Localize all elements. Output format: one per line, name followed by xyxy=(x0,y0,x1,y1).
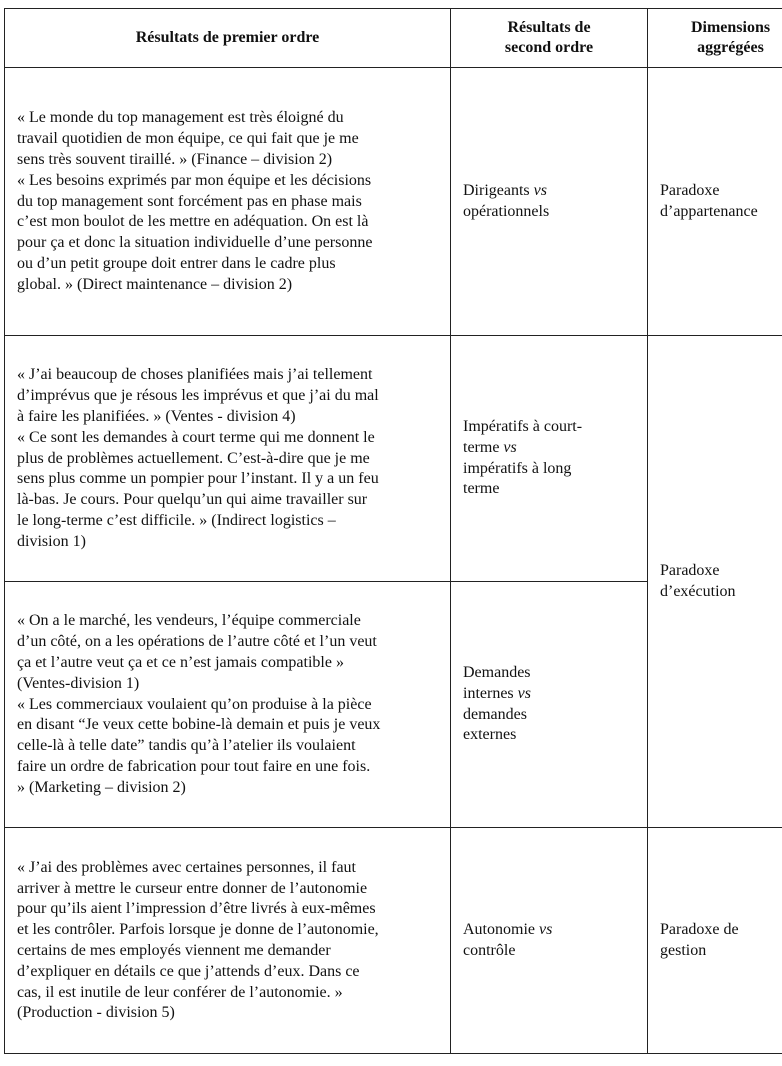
paradox-table xyxy=(4,8,782,1054)
aggregated-dimension-cell: Paradoxe de gestion xyxy=(648,828,782,1054)
quote-text: « Les besoins exprimés par mon équipe et les décisions du top management sont forcément pas en phase mais c’est mon boulot de les mettre en adéquation. On est là pour ça et donc la situation individuelle d’une personne ou d’un petit groupe doit entrer dans le cadre plus global. » (Direct maintenance – division 2) xyxy=(17,171,373,293)
second-order-cell: Autonomie vs contrôle xyxy=(451,828,648,1054)
quote-text: « J’ai des problèmes avec certaines personnes, il faut arriver à mettre le curseur entre donner de l’autonomie pour qu’ils aient l’impression d’être livrés à eux-mêmes et les contrôler. Parfois lorsque je donne de l’autonomie, certains de mes employés viennent me demander d’expliquer en détails ce que j’attends d’eux. Dans ce cas, il est inutile de leur conférer de l’autonomie. » (Production - division 5) xyxy=(17,858,379,1022)
quote-text: « Le monde du top management est très éloigné du travail quotidien de mon équipe, ce qui fait que je me sens très souvent tiraillé. » (Finance – division 2) xyxy=(17,109,359,168)
aggregated-dimension-cell: Paradoxe d’appartenance xyxy=(648,68,782,336)
quote-text: « On a le marché, les vendeurs, l’équipe commerciale d’un côté, on a les opérations de l’autre côté et l’un veut ça et l’autre veut ça et ce n’est jamais compatible » (Ventes-division 1) xyxy=(17,612,377,692)
quote-text: « Ce sont les demandes à court terme qui me donnent le plus de problèmes actuellement. C’est-à-dire que je me sens plus comme un pompier pour l’instant. Il y a un feu là-bas. Je cours. Pour quelqu’un qui aime travailler sur le long-terme c’est difficile. » (Indirect logistics – division 1) xyxy=(17,428,379,550)
aggregated-dimension-cell: Paradoxe d’exécution xyxy=(648,336,782,828)
header-second-order: Résultats de second ordre xyxy=(451,9,648,68)
second-order-cell: Demandes internes vs demandes externes xyxy=(451,582,648,828)
header-aggregated-dimensions: Dimensions aggrégées xyxy=(648,9,782,68)
header-first-order: Résultats de premier ordre xyxy=(5,9,451,68)
first-order-cell xyxy=(5,68,451,336)
quote-text: « Les commerciaux voulaient qu’on produise à la pièce en disant “Je veux cette bobine-là demain et puis je veux celle-là à telle date” tandis qu’à l’atelier ils voulaient faire un ordre de fabrication pour tout faire en une fois. » (Marketing – division 2) xyxy=(17,695,381,796)
first-order-cell xyxy=(5,828,451,1054)
table-row xyxy=(5,336,782,582)
first-order-cell xyxy=(5,336,451,582)
first-order-cell xyxy=(5,582,451,828)
table-row xyxy=(5,68,782,336)
second-order-cell: Impératifs à court-terme vs impératifs à long terme xyxy=(451,336,648,582)
table-row xyxy=(5,828,782,1054)
header-row xyxy=(5,9,782,68)
second-order-cell: Dirigeants vs opérationnels xyxy=(451,68,648,336)
quote-text: « J’ai beaucoup de choses planifiées mais j’ai tellement d’imprévus que je résous les imprévus et que j’ai du mal à faire les planifiées. » (Ventes - division 4) xyxy=(17,366,379,425)
